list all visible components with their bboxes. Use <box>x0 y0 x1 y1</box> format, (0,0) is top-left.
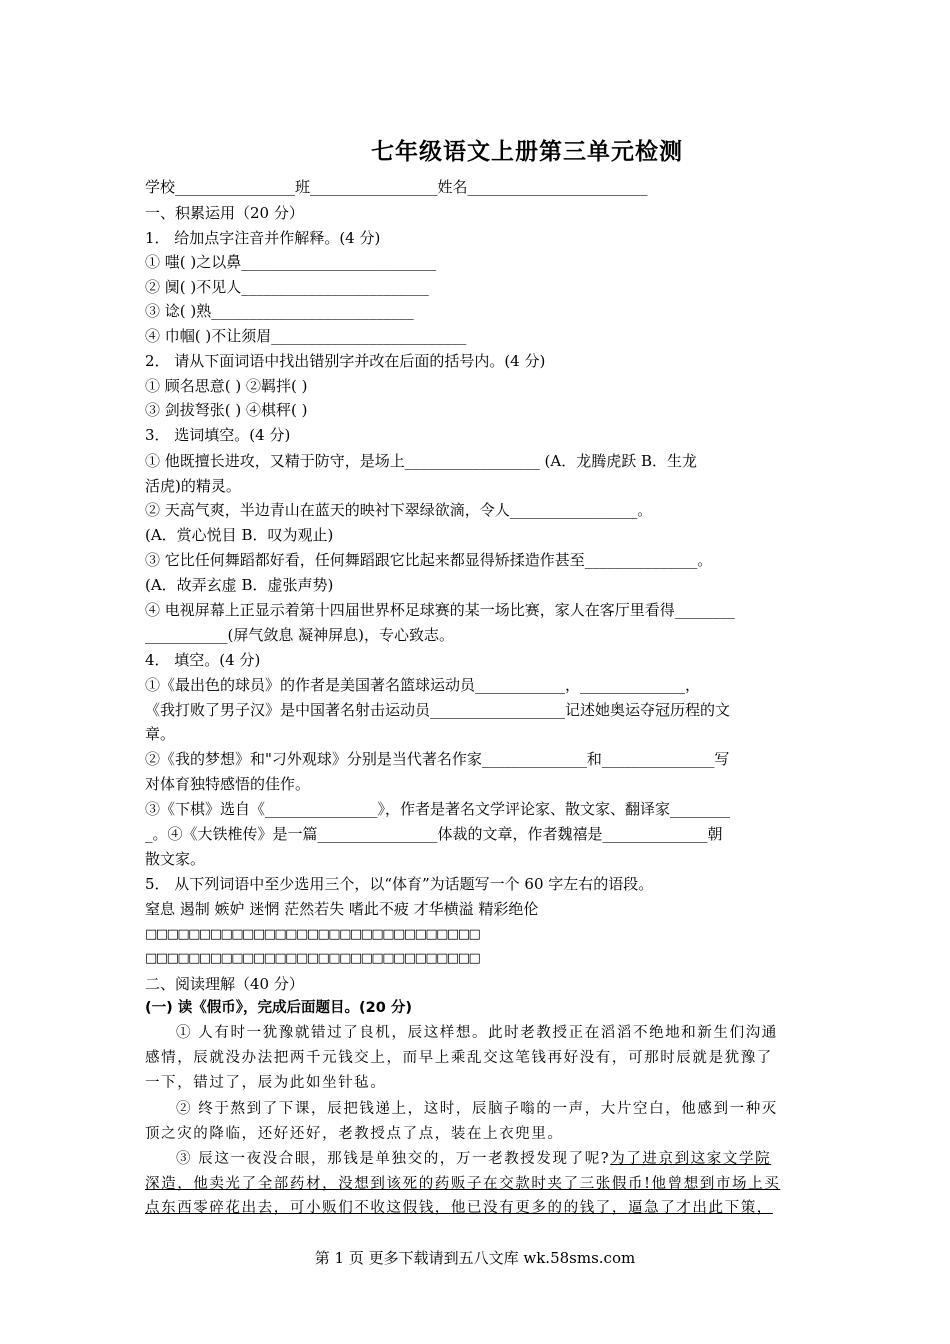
passage-line: ① 人有时一犹豫就错过了良机，辰这样想。此时老教授正在滔滔不绝地和新生们沟通 <box>176 1025 778 1041</box>
underlined-passage-line: 点东西零碎花出去，可小贩们不收这假钱，他已没有更多的的钱了，逼急了才出此下策， <box>145 1200 773 1216</box>
student-info-line: 学校________________班_________________姓名________________________ <box>145 178 648 196</box>
underlined-passage-text: 为了进京到这家文学院 <box>610 1151 772 1167</box>
section1-heading: 一、积累运用（20 分） <box>145 204 304 222</box>
q1-item: ① 嗤( )之以鼻__________________________ <box>145 253 437 271</box>
q1-item: ② 阒( )不见人_________________________ <box>145 278 429 296</box>
q3-line: ③ 它比任何舞蹈都好看，任何舞蹈跟它比起来都显得矫揉造作甚至_______________。 <box>145 551 713 569</box>
q3-line: (A．赏心悦目 B．叹为观止) <box>145 526 334 544</box>
q3-stem: 3． 选词填空。(4 分) <box>145 426 291 444</box>
q5-word-list: 窒息 遏制 嫉妒 迷惘 茫然若失 嗜此不疲 才华横溢 精彩绝伦 <box>145 900 539 918</box>
q3-line: ___________(屏气敛息 凝神屏息)，专心致志。 <box>145 626 454 644</box>
q1-item: ③ 谂( )熟___________________________ <box>145 302 414 320</box>
q3-line: 活虎)的精灵。 <box>145 477 241 495</box>
writing-grid-row: □□□□□□□□□□□□□□□□□□□□□□□□□□□□□□□ <box>145 927 480 942</box>
q3-line: (A．故弄玄虚 B．虚张声势) <box>145 576 334 594</box>
passage-line <box>176 1149 771 1169</box>
reading-part1-heading: (一) 读《假币》，完成后面题目。(20 分) <box>145 1000 413 1016</box>
q4-line: ③《下棋》选自《_______________》，作者是著名文学评论家、散文家、翻译家________ <box>145 800 731 818</box>
page-footer: 第 1 页 更多下载请到五八文库 wk.58sms.com <box>314 1249 636 1267</box>
q1-item: ④ 巾帼( )不让须眉__________________________ <box>145 327 467 345</box>
passage-line: 一下，错过了，辰为此如坐针毡。 <box>145 1075 387 1091</box>
q4-line: 章。 <box>145 725 176 743</box>
q1-stem: 1． 给加点字注音并作解释。(4 分) <box>145 229 381 247</box>
passage-line: ② 终于熬到了下课，辰把钱递上，这时，辰脑子嗡的一声，大片空白，他感到一种灭 <box>176 1101 778 1117</box>
passage-line: 感情，辰就没办法把两千元钱交上，而早上乘乱交这笔钱再好没有，可那时辰就是犹豫了 <box>145 1050 773 1066</box>
q3-line: ① 他既擅长进攻，又精于防守，是场上__________________ (A．龙腾虎跃 B．生龙 <box>145 452 698 470</box>
underlined-passage-line: 深造，他卖光了全部药材，没想到该死的药贩子在交款时夹了三张假币!他曾想到市场上买 <box>145 1176 781 1192</box>
passage-line: 顶之灾的降临，还好还好，老教授点了点，装在上衣兜里。 <box>145 1126 564 1142</box>
q2-stem: 2． 请从下面词语中找出错别字并改在后面的括号内。(4 分) <box>145 352 546 370</box>
section2-heading: 二、阅读理解（40 分） <box>145 975 304 993</box>
q5-stem: 5． 从下列词语中至少选用三个，以“体育”为话题写一个 60 字左右的语段。 <box>145 875 654 893</box>
q4-line: ②《我的梦想》和"刁外观球》分别是当代著名作家______________和_______________写 <box>145 750 730 768</box>
page-title: 七年级语文上册第三单元检测 <box>371 138 683 165</box>
q2-item: ③ 剑拔弩张( ) ④棋秤( ) <box>145 401 308 419</box>
q3-line: ④ 电视屏幕上正显示着第十四届世界杯足球赛的某一场比赛，家人在客厅里看得________ <box>145 601 735 619</box>
q4-line: ①《最出色的球员》的作者是美国著名篮球运动员____________，______________， <box>145 676 701 694</box>
q4-line: 对体育独特感悟的佳作。 <box>145 775 311 793</box>
q4-line: 散文家。 <box>145 850 206 868</box>
q2-item: ① 顾名思意( ) ②羁拌( ) <box>145 377 308 395</box>
q4-line: _。④《大铁椎传》是一篇________________体裁的文章，作者魏禧是______________朝 <box>145 825 723 843</box>
writing-grid-row: □□□□□□□□□□□□□□□□□□□□□□□□□□□□□□□ <box>145 951 480 966</box>
passage-text: ③ 辰这一夜没合眼，那钱是单独交的，万一老教授发现了呢? <box>176 1151 611 1167</box>
q4-line: 《我打败了男子汉》是中国著名射击运动员__________________记述她奥运夺冠历程的文 <box>145 701 731 719</box>
q3-line: ② 天高气爽，半边青山在蓝天的映衬下翠绿欲滴，令人_________________。 <box>145 501 653 519</box>
q4-stem: 4． 填空。(4 分) <box>145 651 261 669</box>
